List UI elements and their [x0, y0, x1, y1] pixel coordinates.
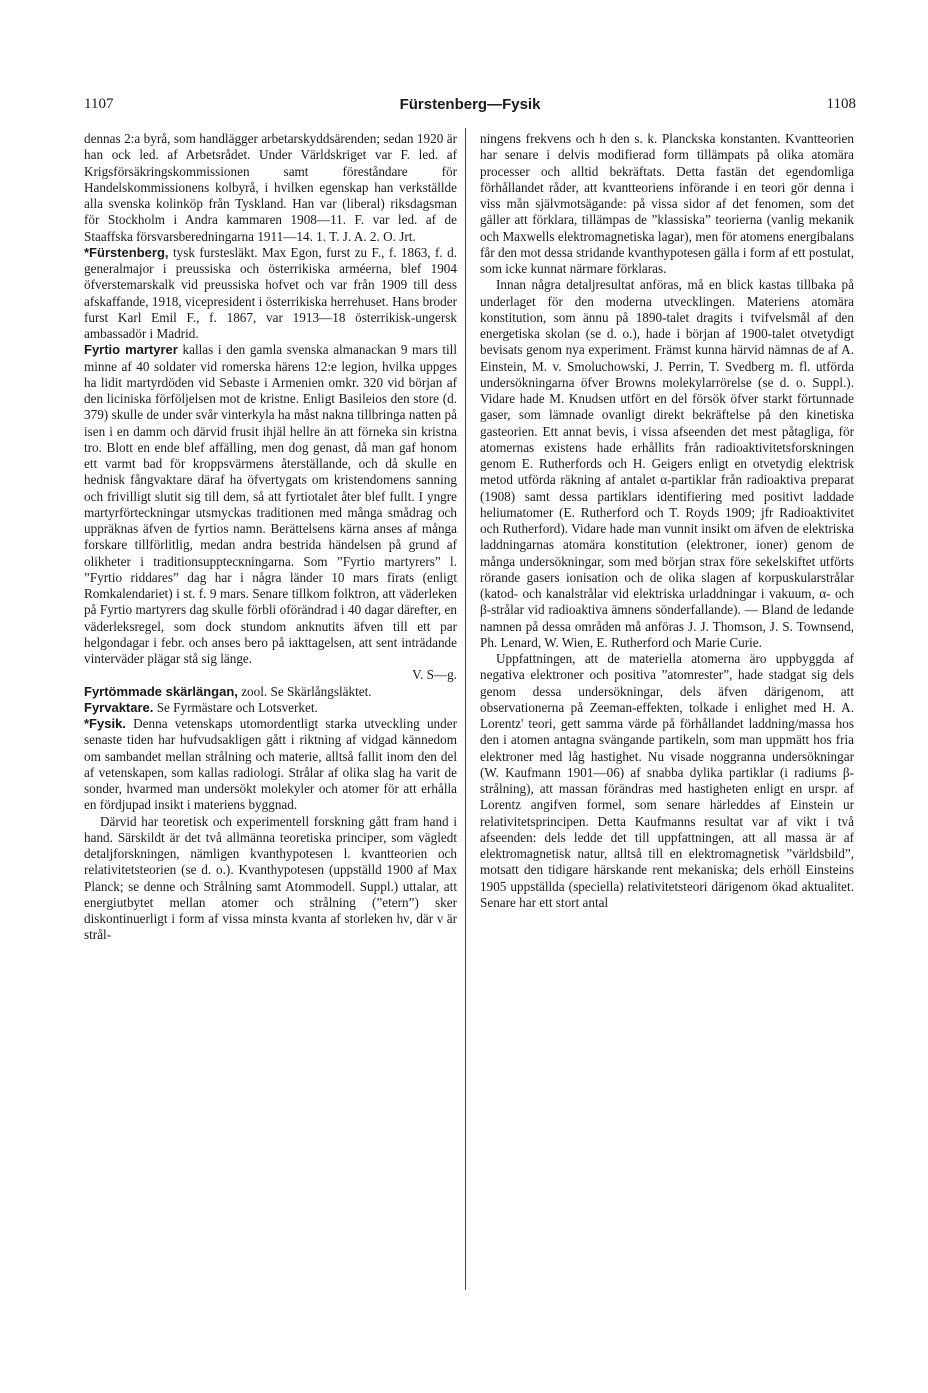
entry-continuation: dennas 2:a byrå, som handlägger arbetarskyddsärenden; sedan 1920 är han ock led. af Arbetsrådet. Under Världskriget var F. led. af Krigsförsäkringskommissionen samt föreståndare för Handelskommissionens kolbyrå, i hvilken egenskap han verkställde alla svenska kolinköp från Tyskland. Han var (liberal) riksdagsman för Stockholm i Andra kammaren 1908—11. F. var led. af de Staaffska försvarsberedningarna 1911—14. 1. T. J. A. 2. O. Jrt.	[84, 131, 457, 244]
page-number-right: 1108	[826, 96, 856, 112]
entry-fysik	[84, 716, 457, 814]
running-header	[84, 96, 856, 118]
entry-fuerstenberg	[84, 245, 457, 343]
headword: Fyrtömmade skärlängan,	[84, 683, 238, 699]
page-number-left: 1107	[84, 96, 114, 112]
entry-text: Denna vetenskaps utomordentligt starka utveckling under senaste tiden har hufvudsakligen gått i riktning af vidgad kännedom om sambandet mellan strålning och materie, alltså fallit inom den del af vetenskapen, som kallas radiologi. Strålar af olika slag ha varit de sonder, hvarmed man undersökt molekyler och atomer för att erhålla en fördjupad insikt i materiens byggnad.	[84, 716, 457, 813]
paragraph: Uppfattningen, att de materiella atomerna äro uppbyggda af negativa elektroner och positiva ”atomrester”, hade stadgat sig dels genom dessa undersökningar, dels äfven därigenom, att observationerna på Zeeman-effekten, tolkade i enlighet med H. A. Lorentz' teori, gett samma värde på förhållandet laddning/massa hos den i atomen antagna svängande partikeln, som man uppmätt hos fria elektroner med låg hastighet. Nu visade noggranna undersökningar (W. Kaufmann 1901—06) af snabba dylika partiklar (i radiums β-strålning), att massan förändras med hastigheten enligt en urspr. af Lorentz angifven formel, som senare härleddes af Einstein ur relativitetsprincipen. Detta Kaufmanns resultat var af vikt i två afseenden: dels ledde det till uppfattningen, att all massa är af elektromagnetisk natur, alltså till en elektromagnetisk ”världsbild”, motsatt den tidigare härskande rent mekaniska; dels erhöll Einsteins 1905 uppställda (speciella) relativitetsteori därigenom ökad aktualitet. Senare har ett stort antal	[480, 651, 854, 910]
column-divider	[465, 128, 466, 1290]
author-signature: V. S—g.	[412, 667, 457, 683]
paragraph: ningens frekvens och h den s. k. Planckska konstanten. Kvantteorien har senare i delvis modifierad form tillämpats på olika atomära processer och alltid bekräftats. Detta fastän det egendomliga förhållandet råder, att kvantteoriens införande i en teori gör denna i viss mån självmotsägande: på vissa sidor af det fenomen, som det gäller att förklara, tillämpas de ”klassiska” teorierna (vanlig mekanik och Maxwells elektromagnetiska lagar), men för atomens energibalans får den mot dessa stridande kvanthypotesen gälla i form af ett postulat, som icke kunnat närmare förklaras.	[480, 131, 854, 276]
left-column	[84, 131, 457, 1291]
right-column	[480, 131, 854, 1291]
headword: Fyrtio martyrer	[84, 342, 178, 358]
entry-text: tysk furstesläkt. Max Egon, furst zu F., f. 1863, f. d. generalmajor i preussiska och österrikiska arméerna, blef 1904 öfverstemarskalk vid preussiska hofvet och var från 1909 till dess afskaffande, 1918, vicepresident i österrikiska herrehuset. Hans broder furst Karl Emil F., f. 1867, var 1913—18 österrikisk-ungersk ambassadör i Madrid.	[84, 244, 457, 341]
entry-fyrtommade	[84, 684, 457, 700]
entry-text: kallas i den gamla svenska almanackan 9 mars till minne af 40 soldater vid romerska härens 12:e legion, hvilka uppges ha lidit martyrdöden vid Sebaste i Armenien omkr. 320 vid början af den liciniska förföljelsen mot de kristne. Enligt Basileios den store (d. 379) skulle de under svår vinterkyla ha måst nakna tillbringa natten på isen i en damm och därvid frusit ihjäl hellre än att förneka sin kristna tro. Blott en ende blef affälling, men dog genast, då man gaf honom ett varmt bad för kroppsvärmens återställande, och då skulle en hednisk fångvaktare däraf ha öfvertygats om kristendomens sanning och frivilligt slutit sig till dem, så att fyrtiotalet åter blef fullt. I yngre martyrförteckningar utsmyckas traditionen med många smådrag och uppräknas äfven de fyrtios namn. Berättelsens kärna anses af många forskare tillförlitlig, medan andra bestrida händelsen på grund af olikheter i traditionsupptecкningarna. Som ”Fyrtio martyrers” l. ”Fyrtio riddares” dag har i några länder 10 mars firats (enligt Romkalendariet) i st. f. 9 mars. Senare tillkom folktron, att väderleken på Fyrtio martyrers dag skulle förbli oförändrad i 40 dagar därefter, en väderleksregel, som dock stundom anknutits äfven till ett par helgondagar i febr. och anses bero på iakttagelsen, att sent inträdande vinterväder plägar stå sig länge.	[84, 342, 457, 666]
entry-text: Se Fyrmästare och Lotsverket.	[156, 699, 318, 715]
paragraph: Därvid har teoretisk och experimentell forskning gått fram hand i hand. Särskildt är det två allmänna teoretiska principer, som vägledt detaljforskningen, nämligen kvanthypotesen l. kvantteorien och relativitetsteorien (se d. o.). Kvanthypotesen (uppställd 1900 af Max Planck; se denne och Strålning samt Atommodell. Suppl.) uttalar, att energiutbytet mellan atomer och strålning (”etern”) sker diskontinuerligt i form af vissa minsta kvanta af storleken hν, där ν är strål-	[84, 813, 457, 943]
entry-fyrtio-martyrer	[84, 342, 457, 683]
running-title: Fürstenberg—Fysik	[399, 96, 541, 113]
paragraph: Innan några detaljresultat anföras, må en blick kastas tillbaka på underlaget för den moderna utvecklingen. Materiens atomära konstitution, som ännu på 1890-talet dragits i tvifvelsmål af den energetiska skolan (se d. o.), hade i början af 1900-talet otvetydigt bevisats genom nya experiment. Främst kunna härvid nämnas de af A. Einstein, M. v. Smoluchowski, J. Perrin, T. Svedberg m. fl. utförda undersökningarna öfver Browns molekylarrörelse (se d. o. Suppl.). Vidare hade M. Knudsen utfört en del försök öfver starkt förtunnade gaser, som lämnade ovanligt direkt bekräftelse på den kinetiska gasteorien. Ett annat bevis, i vissa afseenden det mest påtagliga, för atomernas existens hade erhållits från radioaktivitetsforskningen genom E. Rutherfords och H. Geigers enligt en otvetydig elektrisk metod utförda räkning af antalet α-partiklar från radioaktiva preparat (1908) samt dessa partiklars identifiering med positivt laddade heliumatomer (E. Rutherford och T. Royds 1909; jfr Radioaktivitet och Rutherford). Vidare hade man vunnit insikt om äfven de elektriska laddningarnas atomära konstitution (elektroner, ioner) genom de många undersökningar, som med början strax före sekelskiftet utförts rörande gasers ionisation och de olika slagen af korpuskularstrålar (katod- och kanalstrålar vid elektriska urladdningar i vakuum, α- och β-strålar vid radioaktiva ämnens sönderfallande). — Bland de ledande namnen på dessa områden må anföras J. J. Thomson, J. S. Townsend, Ph. Lenard, W. Wien, E. Rutherford och Marie Curie.	[480, 277, 854, 650]
headword: *Fysik.	[84, 716, 126, 731]
headword: *Fürstenberg,	[84, 244, 169, 260]
entry-text: zool. Se Skärlångsläktet.	[241, 683, 372, 699]
headword: Fyrvaktare.	[84, 699, 154, 715]
entry-fyrvaktare	[84, 700, 457, 716]
